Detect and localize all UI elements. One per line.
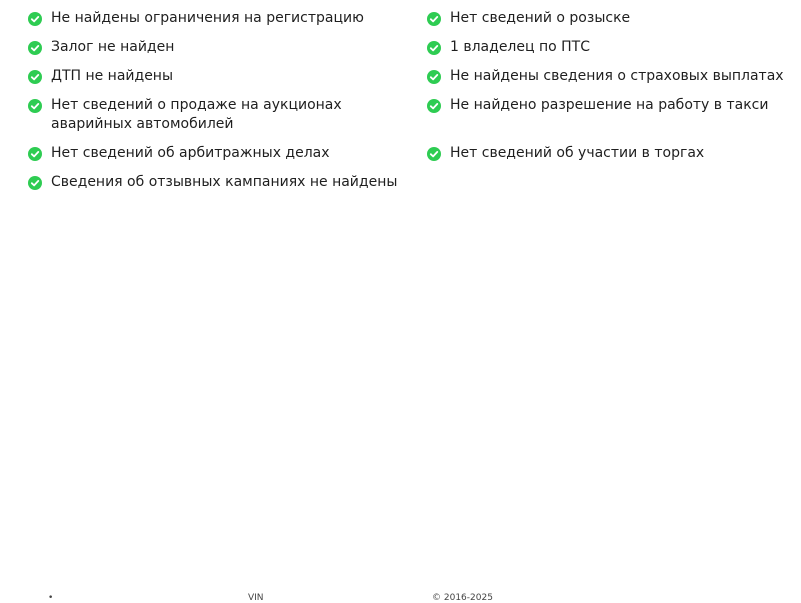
check-item-label: Не найдены сведения о страховых выплатах bbox=[450, 68, 784, 84]
footer-bullet: • bbox=[48, 593, 54, 603]
check-item bbox=[28, 96, 427, 134]
check-column-right bbox=[427, 9, 788, 202]
check-circle-icon bbox=[28, 12, 42, 26]
check-circle-icon bbox=[427, 147, 441, 161]
footer bbox=[0, 593, 801, 603]
check-circle-icon bbox=[28, 99, 42, 113]
check-item bbox=[28, 67, 427, 86]
check-item-label: Не найдено разрешение на работу в такси bbox=[450, 97, 769, 113]
check-circle-icon bbox=[427, 12, 441, 26]
check-item-label: 1 владелец по ПТС bbox=[450, 39, 590, 55]
check-circle-icon bbox=[427, 41, 441, 55]
check-item bbox=[28, 38, 427, 57]
check-item-label: Сведения об отзывных кампаниях не найдены bbox=[51, 174, 398, 190]
check-circle-icon bbox=[28, 176, 42, 190]
check-item-label: Нет сведений об арбитражных делах bbox=[51, 145, 330, 161]
check-circle-icon bbox=[427, 99, 441, 113]
check-circle-icon bbox=[28, 41, 42, 55]
check-circle-icon bbox=[427, 70, 441, 84]
check-item bbox=[427, 67, 788, 86]
check-item bbox=[28, 144, 427, 163]
check-item-label: Не найдены ограничения на регистрацию bbox=[51, 10, 364, 26]
check-circle-icon bbox=[28, 147, 42, 161]
footer-copyright: © 2016-2025 bbox=[432, 593, 493, 603]
check-item bbox=[427, 96, 788, 115]
check-item-label: Нет сведений о розыске bbox=[450, 10, 631, 26]
check-item-label: Нет сведений о продаже на аукционах аварийных автомобилей bbox=[51, 97, 342, 132]
check-item-label: Залог не найден bbox=[51, 39, 175, 55]
check-column-left bbox=[28, 9, 427, 202]
check-item bbox=[427, 38, 788, 57]
check-item bbox=[427, 144, 788, 163]
footer-link-vin[interactable]: VIN bbox=[248, 593, 264, 603]
check-results bbox=[28, 9, 788, 202]
check-item bbox=[427, 9, 788, 28]
check-item-label: ДТП не найдены bbox=[51, 68, 174, 84]
check-item bbox=[28, 173, 427, 192]
check-item bbox=[28, 9, 427, 28]
check-item-label: Нет сведений об участии в торгах bbox=[450, 145, 705, 161]
check-circle-icon bbox=[28, 70, 42, 84]
